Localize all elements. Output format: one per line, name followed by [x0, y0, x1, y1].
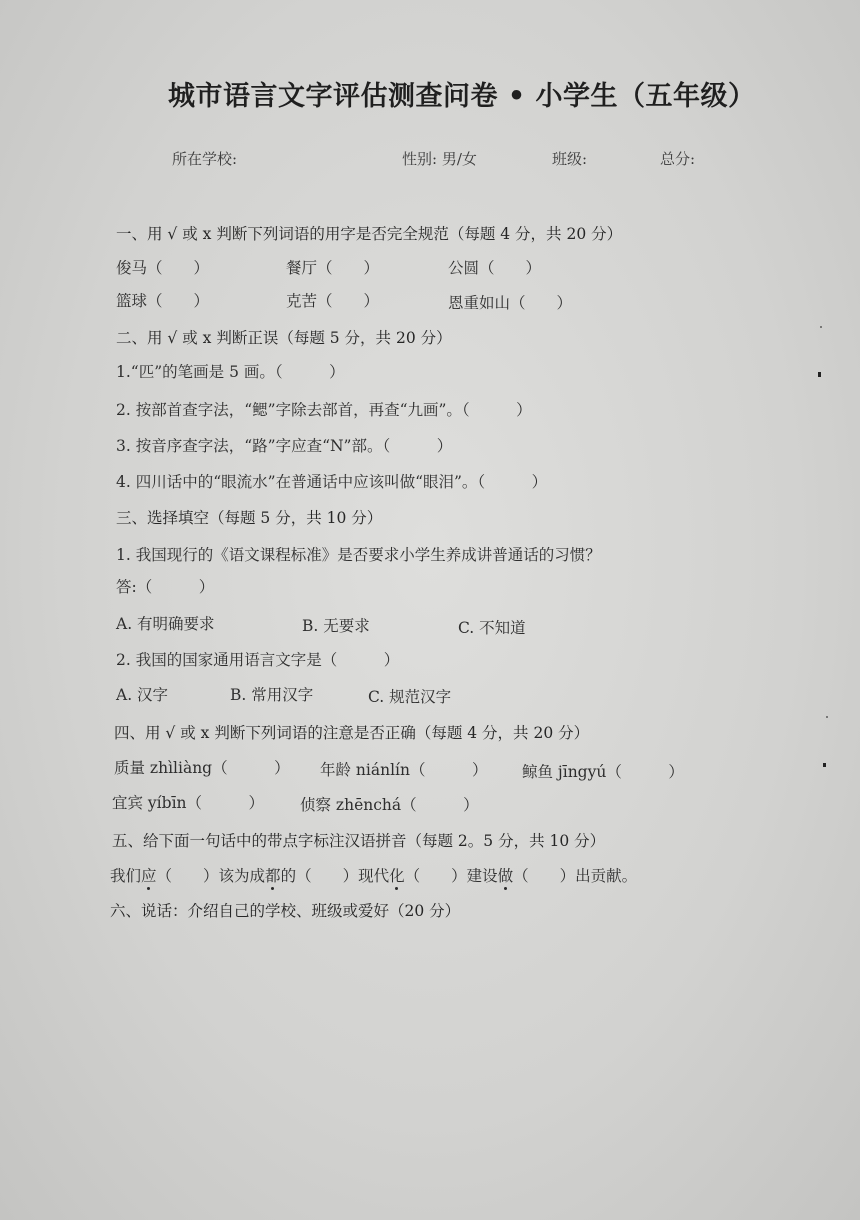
s3-q2-option-c: C. 规范汉字 [368, 688, 452, 706]
s4-item-3: 鲸鱼 jīngyú（ ） [522, 763, 684, 781]
s2-item-2: 2. 按部首查字法，“鳃”字除去部首，再查“九画”。（ ） [116, 401, 532, 419]
s4-item-2: 年龄 niánlín（ ） [320, 761, 488, 779]
s3-answer: 答:（ ） [116, 578, 215, 596]
s5-dotted-char-1: 应 [141, 867, 157, 885]
s5-dotted-char-4: 做 [497, 867, 514, 885]
s1-item-2: 餐厅（ ） [286, 259, 380, 277]
s5-dotted-char-2: 都 [265, 867, 281, 885]
s4-item-5: 侦察 zhēnchá（ ） [300, 796, 479, 814]
s5-text-3: 的（ ）现代 [280, 867, 390, 885]
scan-speck [826, 716, 828, 718]
s5-text-1: 我们 [110, 867, 142, 885]
s3-question-1: 1. 我国现行的《语文课程标准》是否要求小学生养成讲普通话的习惯？ [116, 546, 601, 564]
section-4-title: 四、用 √ 或 x 判断下列词语的注意是否正确（每题 4 分，共 20 分） [114, 724, 590, 742]
school-label: 所在学校: [172, 150, 238, 168]
page-title: 城市语言文字评估测查问卷 • 小学生（五年级） [168, 81, 756, 112]
s3-question-2: 2. 我国的国家通用语言文字是（ ） [116, 651, 400, 669]
section-5-title: 五、给下面一句话中的带点字标注汉语拼音（每题 2。5 分，共 10 分） [112, 832, 606, 850]
s1-item-5: 克苦（ ） [286, 292, 380, 310]
s3-q2-option-b: B. 常用汉字 [230, 686, 314, 704]
scan-speck [820, 326, 822, 328]
s1-item-6: 恩重如山（ ） [448, 294, 573, 312]
scan-speck [818, 372, 821, 377]
gender-label: 性别: 男/女 [402, 150, 477, 168]
s2-item-1: 1.“匹”的笔画是 5 画。（ ） [116, 363, 345, 381]
section-1-title: 一、用 √ 或 x 判断下列词语的用字是否完全规范（每题 4 分，共 20 分） [116, 225, 623, 243]
class-label: 班级: [552, 150, 588, 168]
s3-q1-option-b: B. 无要求 [302, 617, 370, 635]
section-2-title: 二、用 √ 或 x 判断正误（每题 5 分，共 20 分） [116, 329, 452, 347]
s2-item-4: 4. 四川话中的“眼流水”在普通话中应该叫做“眼泪”。（ ） [116, 473, 548, 491]
s3-q1-option-a: A. 有明确要求 [116, 615, 215, 633]
s3-q1-option-c: C. 不知道 [458, 619, 526, 637]
section-6-title: 六、说话：介绍自己的学校、班级或爱好（20 分） [110, 902, 461, 920]
s5-dotted-char-3: 化 [389, 867, 405, 885]
s5-sentence [110, 864, 637, 886]
section-3-title: 三、选择填空（每题 5 分，共 10 分） [116, 509, 383, 527]
total-score-label: 总分: [660, 150, 696, 168]
s1-item-4: 篮球（ ） [116, 292, 210, 310]
s5-text-2: （ ）该为成 [156, 867, 266, 885]
s4-item-1: 质量 zhìliàng（ ） [114, 759, 290, 777]
s1-item-3: 公圆（ ） [448, 259, 542, 277]
s5-text-4: （ ）建设 [404, 867, 498, 885]
s4-item-4: 宜宾 yíbīn（ ） [112, 794, 265, 812]
s3-q2-option-a: A. 汉字 [116, 686, 169, 704]
s1-item-1: 俊马（ ） [116, 259, 210, 277]
s2-item-3: 3. 按音序查字法，“路”字应查“N”部。（ ） [116, 437, 453, 455]
scan-speck [823, 763, 826, 767]
s5-text-5: （ ）出贡献。 [513, 867, 638, 885]
